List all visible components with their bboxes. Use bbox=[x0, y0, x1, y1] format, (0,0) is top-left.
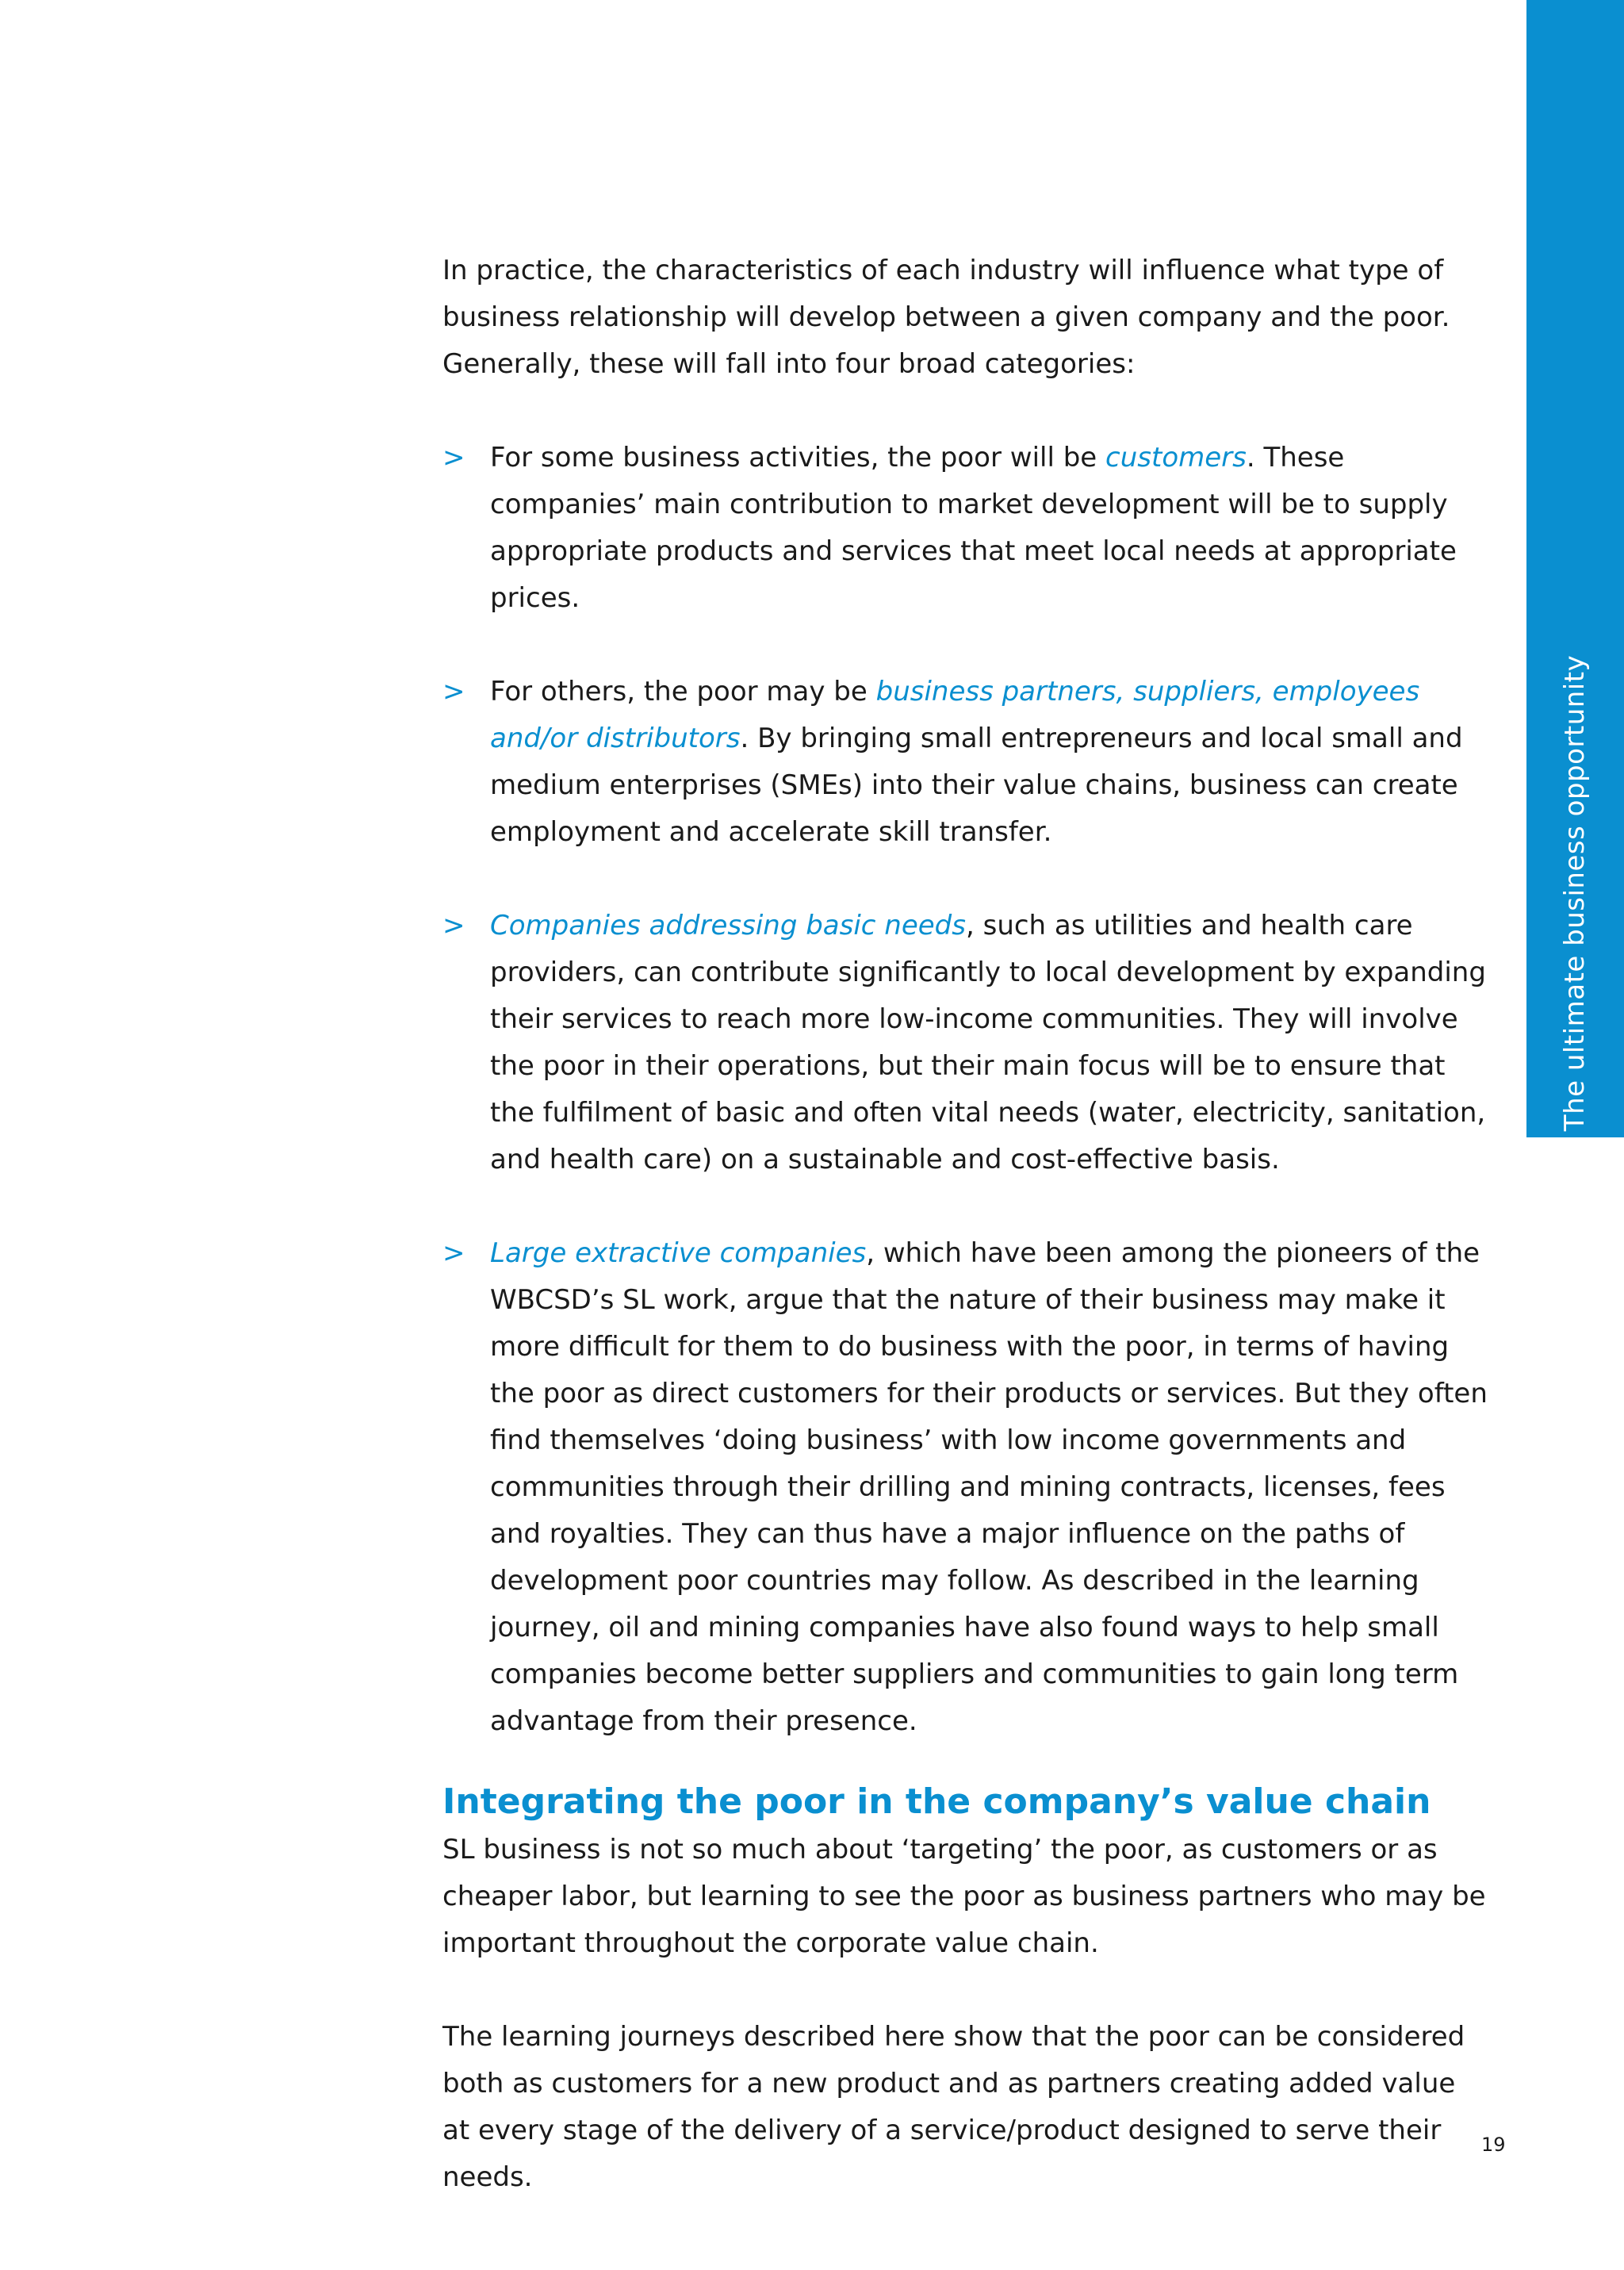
page-number: 19 bbox=[1481, 2134, 1506, 2156]
chapter-side-tab bbox=[1526, 0, 1624, 1137]
list-item-text-before: For others, the poor may be bbox=[490, 676, 876, 707]
chapter-title: The ultimate business opportunity bbox=[1559, 654, 1591, 1132]
list-item-emphasis: Companies addressing basic needs bbox=[490, 910, 966, 941]
list-item-emphasis: customers bbox=[1105, 442, 1247, 474]
category-list bbox=[442, 435, 1489, 1745]
section-heading: Integrating the poor in the company’s value chain bbox=[442, 1781, 1431, 1822]
list-item-text-before: For some business activities, the poor will be bbox=[490, 442, 1106, 474]
bullet-arrow-icon: > bbox=[442, 442, 465, 474]
list-item-text-after: , such as utilities and health care providers, can contribute significantly to local development by expanding their services to reach more low-income communities. They will involve the poor in their operations, but their main focus will be to ensure that the fulfilment of basic and often vital needs (water, electricity, sanitation, and health care) on a sustainable and cost-effective basis. bbox=[490, 910, 1486, 1175]
bullet-arrow-icon: > bbox=[442, 676, 465, 707]
bullet-arrow-icon: > bbox=[442, 910, 465, 941]
main-content bbox=[442, 247, 1489, 2201]
bullet-arrow-icon: > bbox=[442, 1237, 465, 1269]
list-item-partners bbox=[442, 669, 1489, 856]
body-paragraph-1: SL business is not so much about ‘targeting’ the poor, as customers or as cheaper labor, but learning to see the poor as business partners who may be important throughout the corporate value chain. bbox=[442, 1834, 1486, 1959]
list-item-text-after: . By bringing small entrepreneurs and local small and medium enterprises (SMEs) into their value chains, business can create employment and accelerate skill transfer. bbox=[490, 723, 1463, 848]
list-item-customers bbox=[442, 435, 1489, 622]
list-item-emphasis: business partners, suppliers, employees and/or distributors bbox=[490, 676, 1420, 754]
body-paragraph-2: The learning journeys described here show that the poor can be considered both as customers for a new product and as partners creating added value at every stage of the delivery of a service/product designed to serve their needs. bbox=[442, 2021, 1465, 2193]
list-item-extractive bbox=[442, 1230, 1489, 1745]
intro-paragraph: In practice, the characteristics of each industry will influence what type of business relationship will develop between a given company and the poor. Generally, these will fall into four broad categories: bbox=[442, 255, 1450, 380]
list-item-text-after: , which have been among the pioneers of the WBCSD’s SL work, argue that the nature of their business may make it more difficult for them to do business with the poor, in terms of having the poor as direct customers for their products or services. But they often find themselves ‘doing business’ with low income governments and communities through their drilling and mining contracts, licenses, fees and royalties. They can thus have a major influence on the paths of development poor countries may follow. As described in the learning journey, oil and mining companies have also found ways to help small companies become better suppliers and communities to gain long term advantage from their presence. bbox=[490, 1237, 1488, 1737]
list-item-text-after: . These companies’ main contribution to market development will be to supply appropriate products and services that meet local needs at appropriate prices. bbox=[490, 442, 1457, 614]
list-item-emphasis: Large extractive companies bbox=[490, 1237, 867, 1269]
list-item-basic-needs bbox=[442, 903, 1489, 1183]
